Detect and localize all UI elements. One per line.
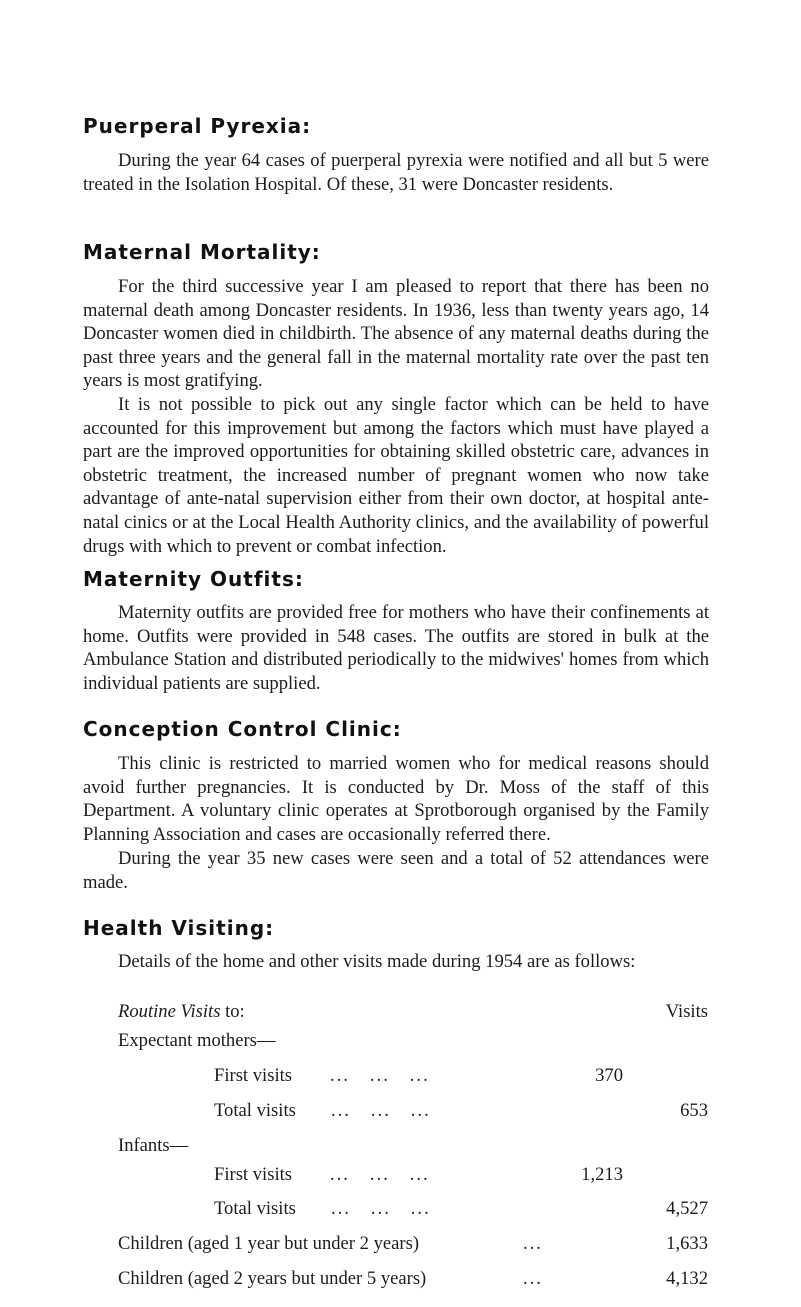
heading-conception-control-clinic: Conception Control Clinic: [83, 717, 402, 741]
paragraph-maternity-outfits: Maternity outfits are provided free for mothers who have their confinements at home. Outfits were provided in 548 cases. The outfits are stored in bulk at the Ambulance Station and distributed periodically to the midwives' homes from which individual patients are supplied. [83, 602, 709, 694]
infants-total-visits-dots: ... ... ... [331, 1198, 431, 1219]
infants-first-visits-dots: ... ... ... [330, 1164, 430, 1185]
children-1-2-dots: ... [523, 1233, 543, 1254]
children-1-2-value: 1,633 [666, 1233, 708, 1254]
expectant-first-visits-value: 370 [595, 1065, 623, 1086]
infants-first-visits-value: 1,213 [581, 1164, 623, 1185]
infants-total-visits-value: 4,527 [666, 1198, 708, 1219]
heading-puerperal-pyrexia: Puerperal Pyrexia: [83, 114, 312, 138]
heading-maternal-mortality: Maternal Mortality: [83, 240, 321, 264]
heading-health-visiting: Health Visiting: [83, 916, 275, 940]
infants-first-visits-label: First visits [214, 1164, 293, 1185]
infants-total-visits-label: Total visits [214, 1198, 296, 1219]
heading-maternity-outfits: Maternity Outfits: [83, 567, 304, 591]
visits-column-header: Visits [665, 1001, 708, 1022]
expectant-total-visits-value: 653 [680, 1100, 708, 1121]
visits-table-title-italic: Routine Visits [118, 1001, 221, 1022]
paragraph-health-visiting: Details of the home and other visits made during 1954 are as follows: [118, 951, 636, 972]
paragraph-conception-control-1: This clinic is restricted to married women who for medical reasons should avoid further pregnancies. It is conducted by Dr. Moss of the staff of this Department. A voluntary clinic operates at Sprotborough organised by the Family Planning Association and cases are occasionally referred there. [83, 753, 709, 845]
paragraph-conception-control-2: During the year 35 new cases were seen and a total of 52 attendances were made. [83, 848, 709, 893]
paragraph-maternal-mortality-1: For the third successive year I am pleased to report that there has been no maternal death among Doncaster residents. In 1936, less than twenty years ago, 14 Doncaster women died in childbirth. The absence of any maternal deaths during the past three years and the general fall in the maternal mortality rate over the past ten years is most gratifying. [83, 276, 709, 392]
children-1-2-label: Children (aged 1 year but under 2 years) [118, 1233, 420, 1254]
expectant-first-visits-label: First visits [214, 1065, 293, 1086]
paragraph-maternal-mortality-2: It is not possible to pick out any single factor which can be held to have accounted for this improvement but among the factors which must have played a part are the improved opportunities for obtaining skilled obstetric care, advances in obstetric treatment, the increased number of pregnant women who now take advantage of ante-natal supervision either from their own doctor, at hospital ante-natal cinics or at the Local Health Authority clinics, and the availability of powerful drugs with which to prevent or combat infection. [83, 394, 709, 557]
paragraph-puerperal-pyrexia: During the year 64 cases of puerperal pyrexia were notified and all but 5 were treated in the Isolation Hospital. Of these, 31 were Doncaster residents. [83, 150, 709, 195]
visits-table-title-rest: to: [220, 1001, 245, 1022]
visits-table-title [118, 1000, 245, 1024]
infants-label: Infants— [118, 1135, 189, 1156]
expectant-total-visits-label: Total visits [214, 1100, 296, 1121]
children-2-5-dots: ... [523, 1268, 543, 1289]
expectant-mothers-label: Expectant mothers— [118, 1030, 276, 1051]
children-2-5-value: 4,132 [666, 1268, 708, 1289]
expectant-total-visits-dots: ... ... ... [331, 1100, 431, 1121]
children-2-5-label: Children (aged 2 years but under 5 years) [118, 1268, 427, 1289]
expectant-first-visits-dots: ... ... ... [330, 1065, 430, 1086]
